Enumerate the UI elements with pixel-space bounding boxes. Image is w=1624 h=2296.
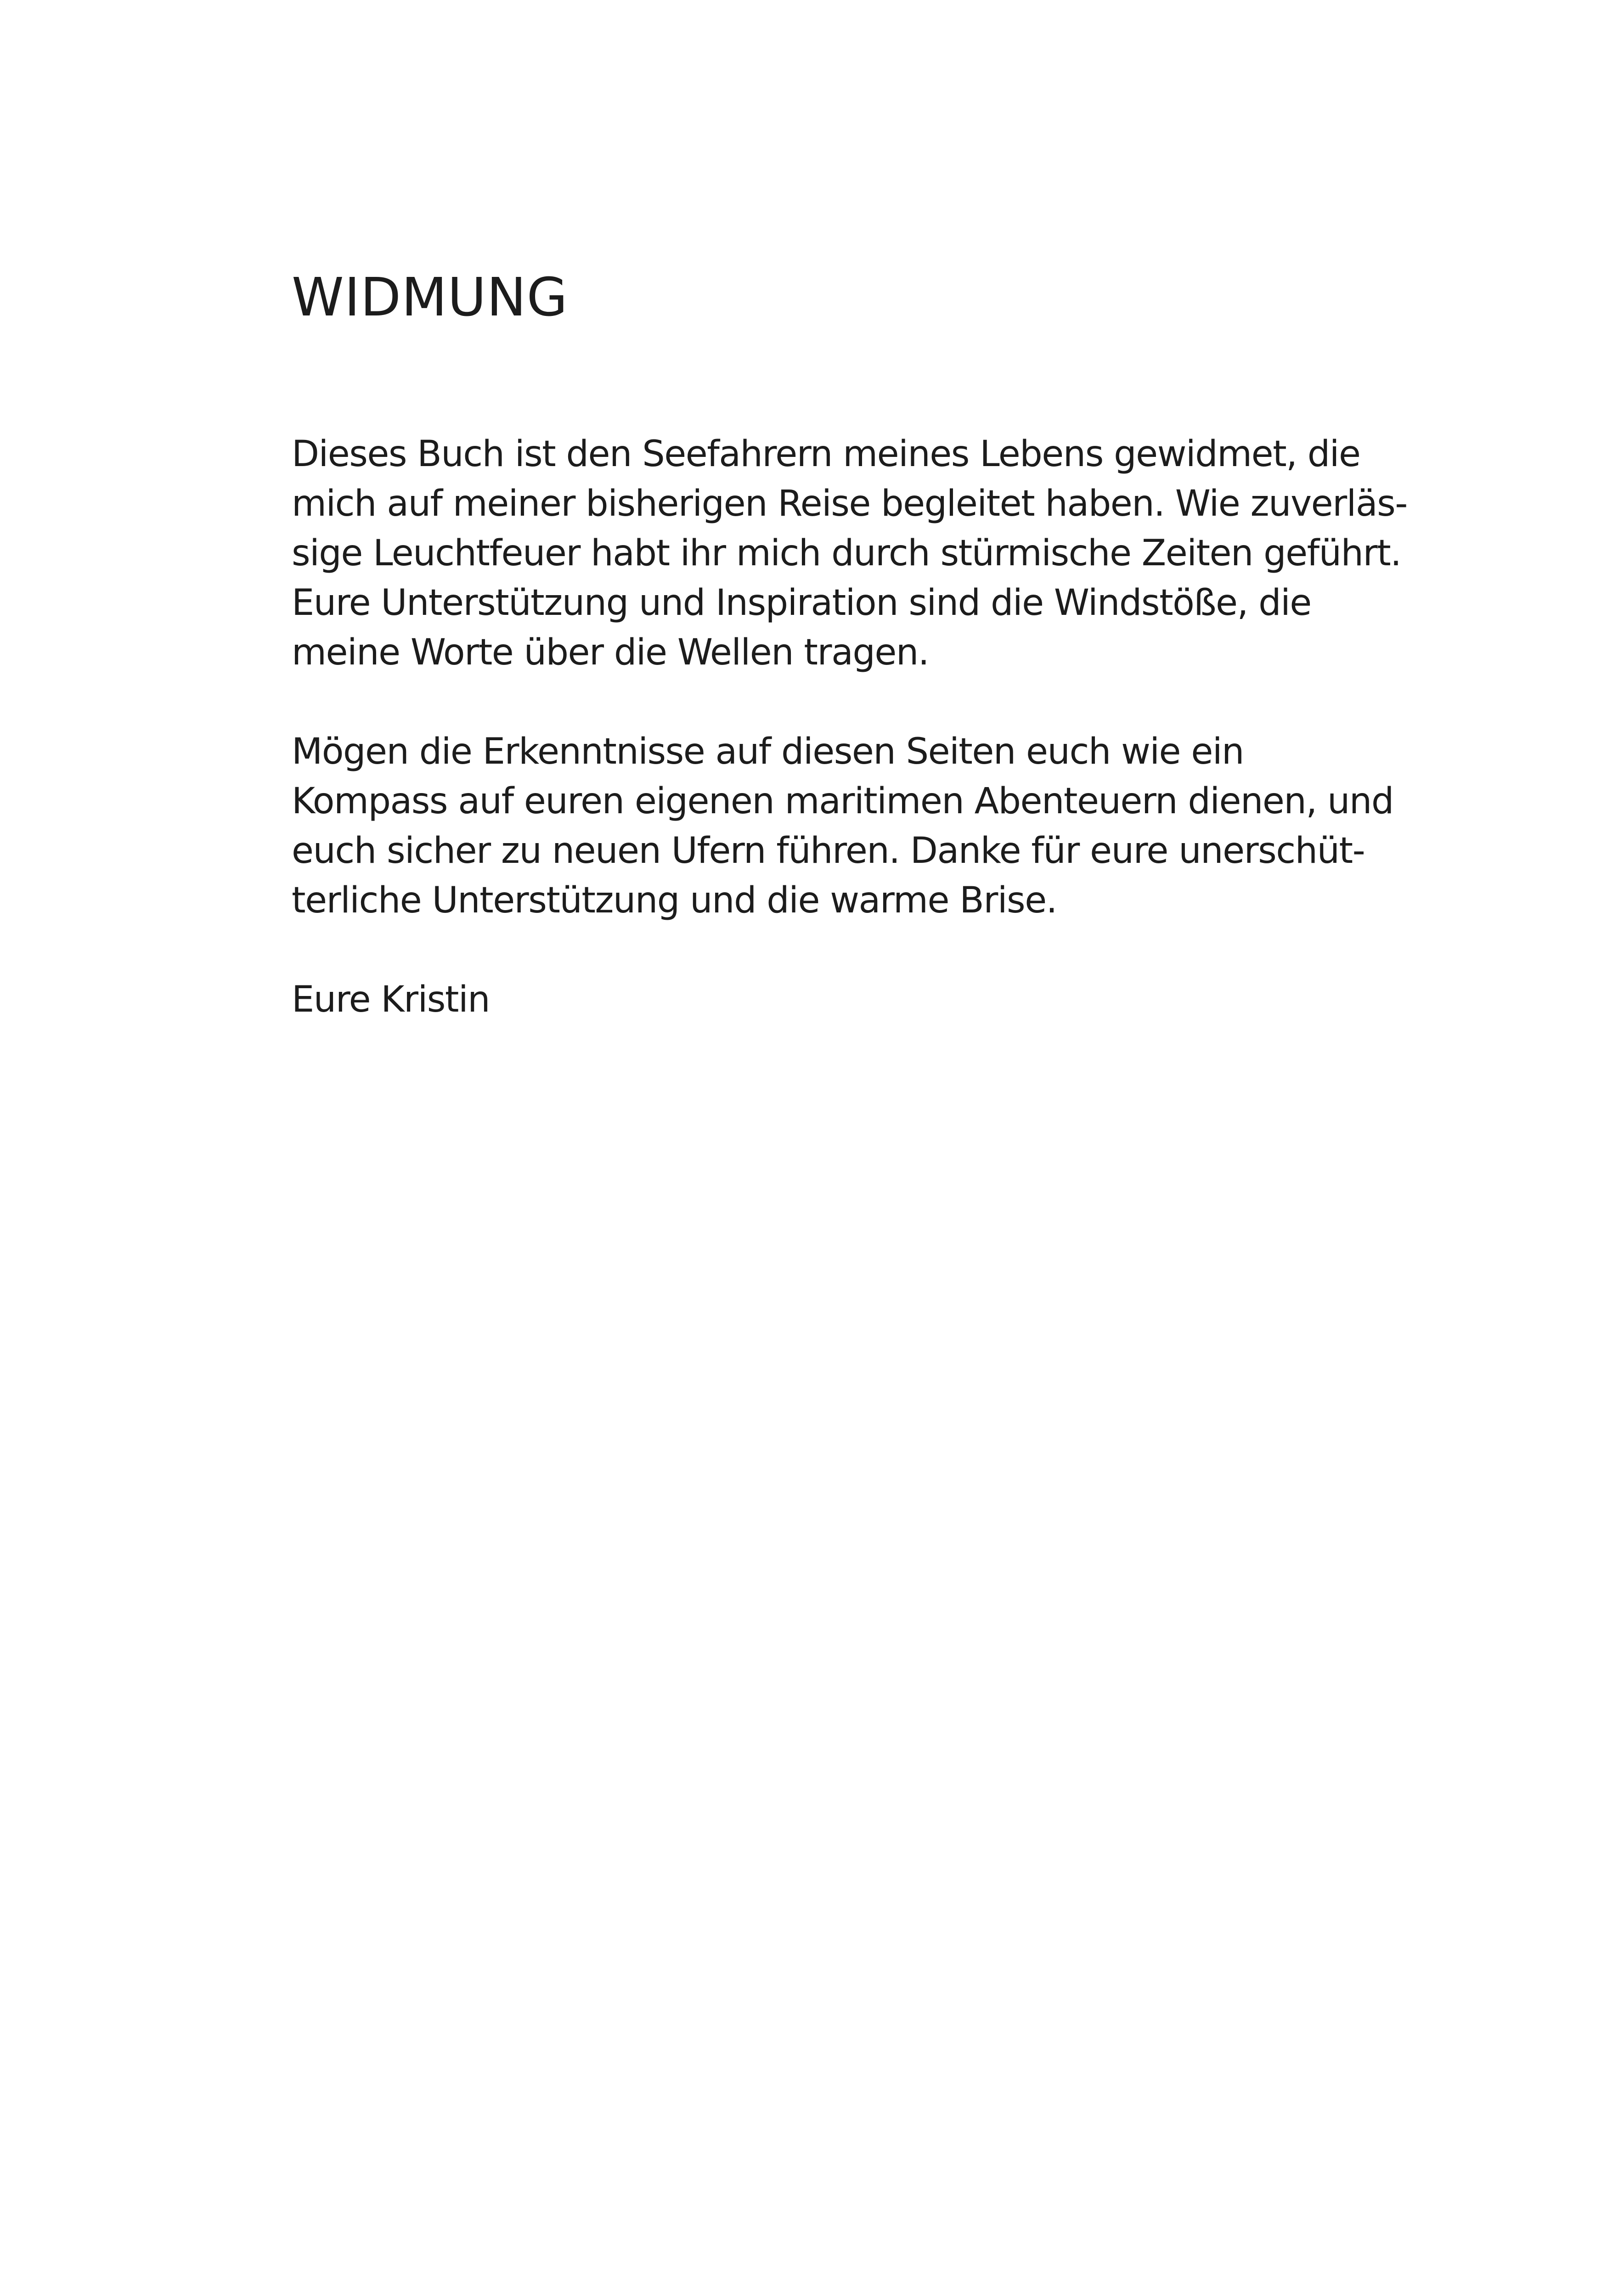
text-line: euch sicher zu neuen Ufern führen. Danke für eure unerschüt- <box>292 830 1365 872</box>
dedication-paragraph-1 <box>292 429 1407 677</box>
page-title: WIDMUNG <box>292 267 568 328</box>
text-line: mich auf meiner bisherigen Reise begleitet haben. Wie zuverläs- <box>292 483 1407 524</box>
signature: Eure Kristin <box>292 979 490 1020</box>
dedication-body <box>292 429 1407 1024</box>
text-line: sige Leuchtfeuer habt ihr mich durch stürmische Zeiten geführt. <box>292 533 1401 574</box>
dedication-paragraph-2 <box>292 727 1393 925</box>
text-line: Eure Unterstützung und Inspiration sind die Windstöße, die <box>292 582 1311 624</box>
text-line: Dieses Buch ist den Seefahrern meines Lebens gewidmet, die <box>292 433 1360 475</box>
text-line: Kompass auf euren eigenen maritimen Abenteuern dienen, und <box>292 781 1393 822</box>
text-line: Mögen die Erkenntnisse auf diesen Seiten euch wie ein <box>292 731 1244 772</box>
text-line: terliche Unterstützung und die warme Brise. <box>292 880 1057 921</box>
text-line: meine Worte über die Wellen tragen. <box>292 632 929 673</box>
